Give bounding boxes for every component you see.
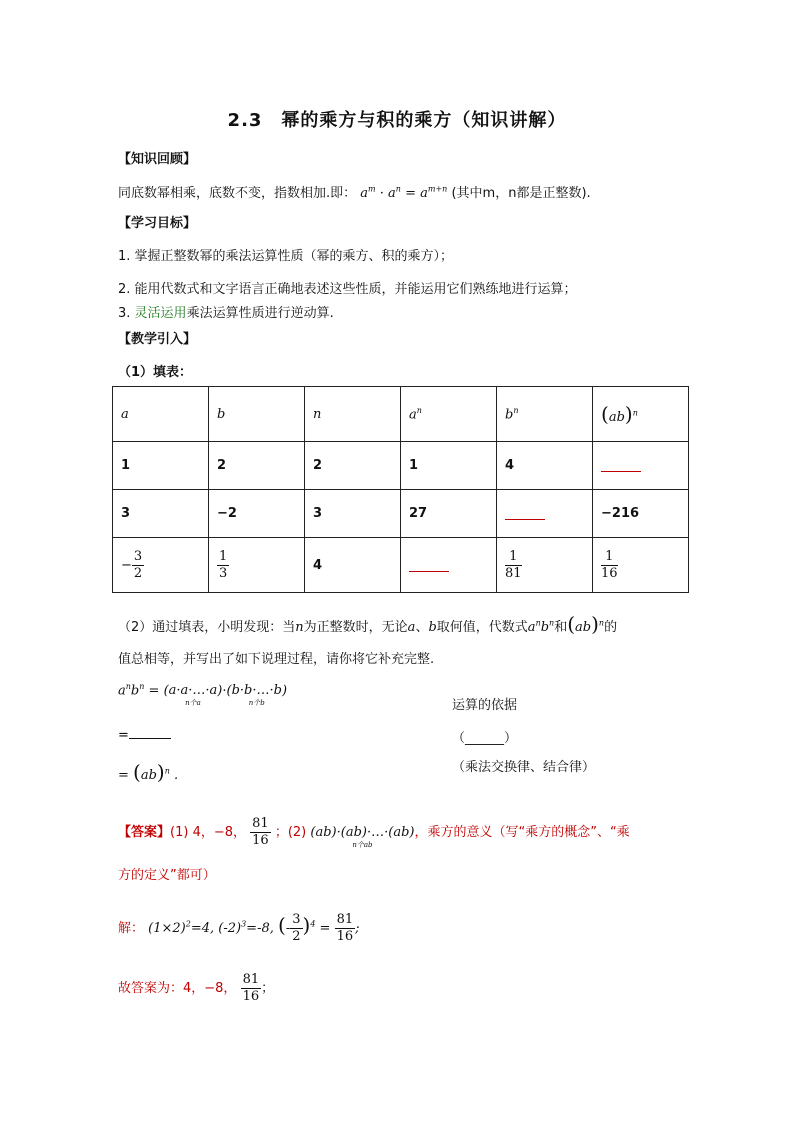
review-text-before: 同底数幂相乘，底数不变，指数相加.即： xyxy=(118,186,357,201)
cell-blank xyxy=(593,442,689,490)
final-answer: 故答案为：4，−8， $\frac{81}{16}$ ； xyxy=(118,972,275,1004)
table-header-row xyxy=(113,387,689,442)
cell: 27 xyxy=(401,490,497,538)
header-a: a xyxy=(113,387,209,442)
review-text-after: (其中m，n都是正整数). xyxy=(451,186,591,201)
page-title: 2.3 幂的乘方与积的乘方（知识讲解） xyxy=(227,110,567,131)
derivation-line2: = xyxy=(118,726,171,743)
table-row xyxy=(113,442,689,490)
goal-item-1: 1. 掌握正整数幂的乘法运算性质（幂的乘方、积的乘方）； xyxy=(118,249,454,264)
part2-line2: 值总相等，并写出了如下说理过程，请你将它补充完整. xyxy=(118,652,435,667)
basis-law: （乘法交换律、结合律） xyxy=(452,760,596,775)
cell: −2 xyxy=(209,490,305,538)
cell: 3 xyxy=(113,490,209,538)
answer-blank xyxy=(409,559,449,572)
goal-item-3-highlight: 灵活运用 xyxy=(134,306,187,321)
cell-frac: $\frac{1}{3}$ xyxy=(209,538,305,593)
header-n: n xyxy=(305,387,401,442)
fill-table xyxy=(112,386,689,593)
header-b: b xyxy=(209,387,305,442)
derivation-line1: $a^nb^n$ = (a·a·…·a n个a )·(b·b·…·b n个b ) xyxy=(118,682,288,708)
cell: 2 xyxy=(305,442,401,490)
part2-line1: （2）通过填表，小明发现：当n为正整数时，无论a、b取何值，代数式$a^nb^n$和(ab)$^n$的 xyxy=(118,612,618,636)
cell-blank xyxy=(401,538,497,593)
cell: 2 xyxy=(209,442,305,490)
answer-expression: (ab)·(ab)·… n个ab ·(ab) xyxy=(310,825,415,849)
table-row xyxy=(113,490,689,538)
intro-heading: 【教学引入】 xyxy=(118,332,197,347)
answer-line1: 【答案】(1) 4，−8， $\frac{81}{16}$ ；(2) (ab)·(ab)·… n个ab ·(ab)，乘方的意义（写“乘方的概念”、“乘 xyxy=(118,816,630,849)
header-a-pow-n: $a^n$ xyxy=(401,387,497,442)
review-text xyxy=(118,182,591,201)
answer-line2: 方的定义”都可） xyxy=(118,868,216,883)
goal-item-2: 2. 能用代数式和文字语言正确地表述这些性质，并能运用它们熟练地进行运算； xyxy=(118,282,577,297)
fill-label: （1）填表： xyxy=(118,365,193,380)
cell: 1 xyxy=(113,442,209,490)
cell: 4 xyxy=(497,442,593,490)
goals-heading: 【学习目标】 xyxy=(118,216,197,231)
derivation-line3: = (ab)$^n$ . xyxy=(118,760,179,784)
review-formula: $a^m \cdot a^n = a^{m+n}$ xyxy=(360,184,448,201)
cell-blank xyxy=(497,490,593,538)
basis-blank: （______） xyxy=(452,731,518,746)
answer-blank xyxy=(601,459,641,472)
review-heading: 【知识回顾】 xyxy=(118,152,197,167)
cell-frac: $\frac{1}{81}$ xyxy=(497,538,593,593)
header-ab-pow-n: (ab)$^n$ xyxy=(593,387,689,442)
derivation-blank xyxy=(129,726,171,739)
solution-line: 解： $(1\times 2)^2=4$, $(-2)^3=-8$, (- $\frac{3}{2}$ )$^4$ = $\frac{81}{16}$ ; xyxy=(118,912,360,944)
basis-label: 运算的依据 xyxy=(452,698,518,713)
header-b-pow-n: $b^n$ xyxy=(497,387,593,442)
cell-frac: − $\frac{3}{2}$ xyxy=(113,538,209,593)
solution-math: $(1\times 2)^2=4$, $(-2)^3=-8$, (- $\frac{3}{2}$ )$^4$ = $\frac{81}{16}$ ; xyxy=(148,912,360,944)
cell: 4 xyxy=(305,538,401,593)
answer-blank xyxy=(505,507,545,520)
table-row xyxy=(113,538,689,593)
goal-item-3: 3. 灵活运用乘法运算性质进行逆动算. xyxy=(118,306,334,321)
cell: 3 xyxy=(305,490,401,538)
cell: 1 xyxy=(401,442,497,490)
cell: −216 xyxy=(593,490,689,538)
answer-label: 【答案】 xyxy=(118,825,171,840)
cell-frac: $\frac{1}{16}$ xyxy=(593,538,689,593)
